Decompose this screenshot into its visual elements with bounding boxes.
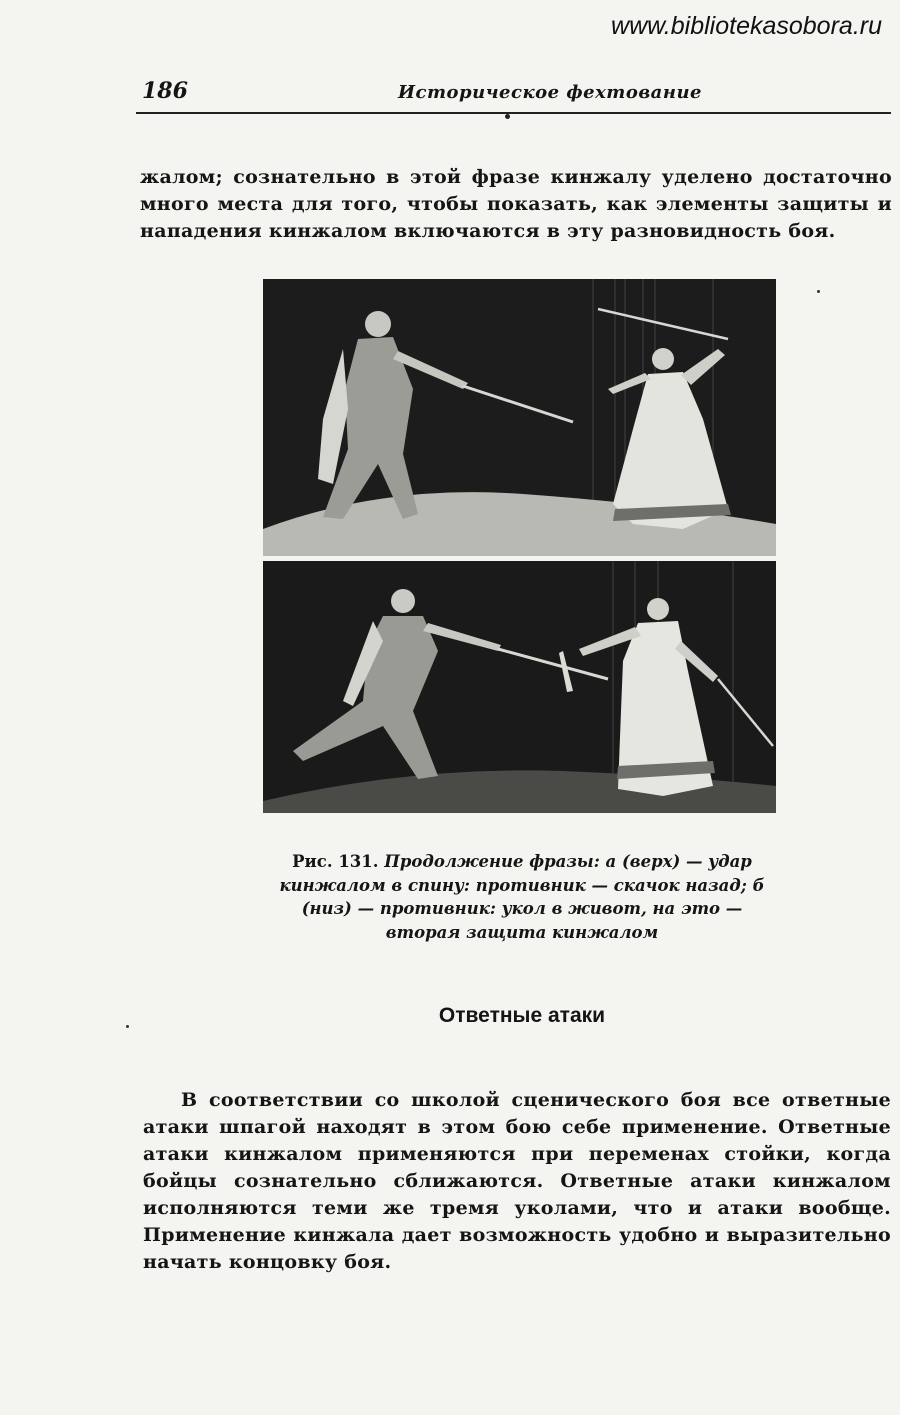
caption-text: Продолжение фразы: а (верх) — удар кинжалом в спину: противник — скачок назад; б (низ) — противник: укол в живот, на это — вторая защита кинжалом bbox=[279, 852, 765, 942]
caption-label: Рис. 131. bbox=[292, 852, 379, 871]
running-header bbox=[136, 78, 891, 114]
paragraph-2: В соответствии со школой сценического боя все ответные атаки шпагой находят в этом бою себе применение. Ответные атаки кинжалом применяются при переменах стойки, когда бойцы сознательно сближаются. Ответные атаки кинжалом исполняются теми же тремя уколами, что и атаки вообще. Применение кинжала дает возможность удобно и выразительно начать концовку боя. bbox=[143, 1089, 891, 1273]
site-url[interactable]: www.bibliotekasobora.ru bbox=[611, 12, 882, 40]
running-title: Историческое фехтование bbox=[398, 82, 702, 103]
header-dot bbox=[505, 114, 510, 119]
section-title: Ответные атаки bbox=[438, 1004, 606, 1027]
page-number: 186 bbox=[142, 78, 188, 104]
photo-bottom bbox=[263, 561, 776, 813]
paragraph-1: жалом; сознательно в этой фразе кинжалу уделено достаточно много места для того, чтобы показать, как элементы защиты и нападения кинжалом включаются в эту разновидность боя. bbox=[140, 166, 892, 242]
figure-caption bbox=[262, 850, 782, 944]
scan-speck bbox=[126, 1025, 129, 1028]
scan-speck bbox=[817, 290, 820, 293]
photo-top bbox=[263, 279, 776, 556]
